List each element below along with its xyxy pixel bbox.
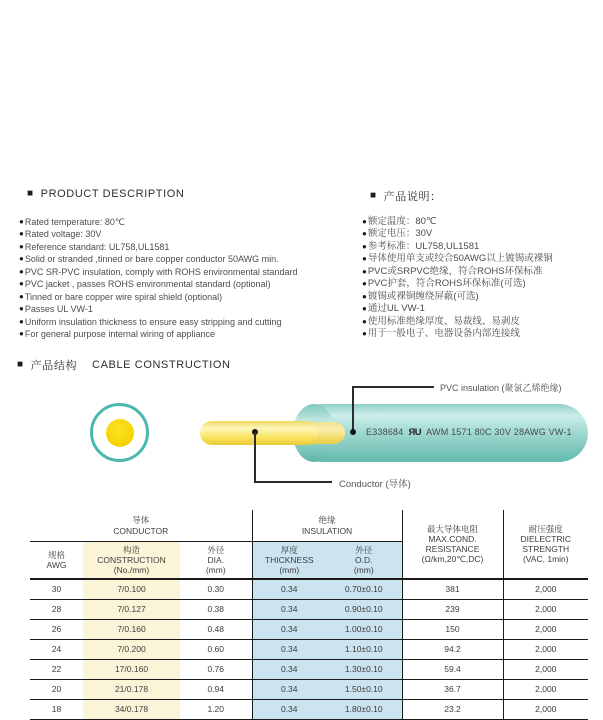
list-item — [362, 228, 553, 240]
header-line: STRENGTH — [522, 544, 570, 554]
dielectric-strength-header — [503, 510, 588, 579]
header-line: DIELECTRIC — [520, 533, 572, 544]
list-item-text: Rated temperature: 80℃ — [24, 217, 126, 227]
max-resistance-header — [402, 510, 503, 579]
marking-rating-text: AWM 1571 80C 30V 28AWG VW-1 — [426, 427, 572, 437]
bullet-icon: ● — [19, 304, 24, 314]
table-row — [30, 579, 588, 600]
bullet-icon: ● — [362, 291, 367, 301]
list-item-text: PVC SR-PVC insulation, comply with ROHS environmental standard — [24, 266, 298, 277]
cell-resistance: 381 — [402, 579, 503, 600]
list-item-text: Passes UL VW-1 — [24, 304, 93, 315]
cell-resistance: 36.7 — [402, 680, 503, 700]
cell-awg: 20 — [30, 680, 83, 700]
list-item — [19, 278, 297, 290]
conductor-rod — [200, 421, 318, 445]
list-item-text: For general purpose internal wiring of appliance — [24, 329, 215, 340]
cell-od: 0.70±0.10 — [326, 579, 402, 600]
cell-od: 1.10±0.10 — [326, 640, 402, 660]
cell-awg: 30 — [30, 579, 83, 600]
list-item — [362, 266, 553, 278]
cell-thickness: 0.34 — [252, 600, 326, 620]
list-item-text: PVC或SRPVC绝缘，符合ROHS环保标准 — [367, 265, 543, 277]
cell-thickness: 0.34 — [252, 620, 326, 640]
list-item — [362, 253, 553, 265]
cell-construction: 17/0.160 — [83, 660, 180, 680]
cable-marking — [366, 427, 582, 438]
cell-od: 0.90±0.10 — [326, 600, 402, 620]
cell-od: 1.00±0.10 — [326, 620, 402, 640]
pvc-callout-vline — [352, 386, 354, 431]
product-notes-list — [362, 216, 553, 341]
list-item — [362, 303, 553, 315]
list-item-text: Uniform insulation thickness to ensure easy stripping and cutting — [24, 316, 282, 327]
list-item-text: 额定电压：30V — [367, 228, 433, 240]
table-row — [30, 680, 588, 700]
cable-construction-heading — [17, 357, 231, 373]
list-item-text: 额定温度：80℃ — [367, 216, 437, 227]
cell-dielectric: 2,000 — [503, 660, 588, 680]
insulation-group-header — [252, 510, 402, 542]
cell-dia: 0.60 — [180, 640, 252, 660]
header-line: 厚度 — [280, 544, 298, 555]
cell-resistance: 239 — [402, 600, 503, 620]
bullet-icon: ● — [362, 229, 367, 239]
thickness-header — [252, 542, 326, 580]
insulation-group-en: INSULATION — [301, 525, 353, 536]
list-item-text: 使用标准绝缘厚度、易裁线、易剥皮 — [367, 315, 520, 327]
list-item-text: Solid or stranded ,tinned or bare copper conductor 50AWG min. — [24, 254, 279, 265]
cell-dia: 0.30 — [180, 579, 252, 600]
table-row — [30, 600, 588, 620]
table-row — [30, 640, 588, 660]
marking-ul-file-number: E338684 — [366, 427, 404, 437]
product-description-list — [19, 216, 297, 341]
cell-awg: 26 — [30, 620, 83, 640]
list-item — [19, 241, 297, 253]
bullet-icon: ● — [19, 291, 24, 301]
construction-title-en: CABLE CONSTRUCTION — [92, 359, 231, 371]
section-square-icon: ■ — [17, 359, 24, 370]
od-header — [326, 542, 402, 580]
cell-dielectric: 2,000 — [503, 640, 588, 660]
bullet-icon: ● — [19, 279, 24, 289]
header-line: 外径 — [355, 544, 373, 555]
list-item — [362, 241, 553, 253]
cell-dia: 0.76 — [180, 660, 252, 680]
header-line: CONSTRUCTION — [97, 554, 166, 565]
bullet-icon: ● — [362, 254, 367, 264]
cell-dielectric: 2,000 — [503, 579, 588, 600]
bullet-icon: ● — [19, 329, 24, 339]
header-line: (VAC, 1min) — [522, 554, 569, 565]
list-item-text: 参考标准：UL758,UL1581 — [367, 240, 480, 252]
pvc-callout-dot — [350, 429, 356, 435]
list-item — [19, 291, 297, 303]
insulation-group-zh: 绝缘 — [318, 515, 336, 526]
cell-resistance: 94.2 — [402, 640, 503, 660]
list-item — [362, 291, 553, 303]
spec-table — [30, 510, 588, 720]
header-line: 耐压强度 — [528, 523, 563, 534]
list-item — [362, 216, 553, 228]
cell-awg: 28 — [30, 600, 83, 620]
header-line: (mm) — [205, 565, 226, 575]
conductor-callout-vline — [254, 432, 256, 482]
list-item — [19, 228, 297, 240]
list-item — [19, 316, 297, 328]
list-item-text: Reference standard: UL758,UL1581 — [24, 241, 170, 252]
list-item — [19, 216, 297, 228]
list-item — [19, 253, 297, 265]
cell-dielectric: 2,000 — [503, 700, 588, 720]
bullet-icon: ● — [19, 229, 24, 239]
list-item — [19, 328, 297, 340]
list-item-text: 镀锡或裸铜缠绕屏蔽(可选) — [367, 290, 479, 302]
bullet-icon: ● — [19, 254, 24, 264]
bullet-icon: ● — [362, 266, 367, 276]
list-item-text: 通过UL VW-1 — [367, 303, 425, 315]
cable-cross-section — [90, 403, 149, 462]
cell-resistance: 59.4 — [402, 660, 503, 680]
section-square-icon: ■ — [370, 190, 377, 201]
bullet-icon: ● — [362, 304, 367, 314]
cell-dia: 0.94 — [180, 680, 252, 700]
list-item — [19, 266, 297, 278]
table-row — [30, 700, 588, 720]
cell-construction: 34/0.178 — [83, 700, 180, 720]
cell-dia: 1.20 — [180, 700, 252, 720]
cell-od: 1.80±0.10 — [326, 700, 402, 720]
cell-awg: 18 — [30, 700, 83, 720]
pvc-insulation-label: PVC insulation (聚氯乙烯绝缘) — [440, 383, 562, 393]
construction-header — [83, 542, 180, 580]
cell-dielectric: 2,000 — [503, 600, 588, 620]
header-line: AWG — [46, 560, 67, 570]
cell-thickness: 0.34 — [252, 579, 326, 600]
header-line: THICKNESS — [264, 554, 314, 565]
header-line: 规格 — [47, 549, 65, 560]
conductor-group-zh: 导体 — [132, 515, 150, 526]
conductor-core-icon — [106, 419, 134, 447]
cell-construction: 7/0.160 — [83, 620, 180, 640]
header-line: O.D. — [355, 554, 373, 565]
table-row — [30, 620, 588, 640]
cell-resistance: 23.2 — [402, 700, 503, 720]
list-item — [362, 316, 553, 328]
cell-awg: 22 — [30, 660, 83, 680]
header-line: MAX.COND. — [428, 533, 477, 544]
bullet-icon: ● — [19, 266, 24, 276]
bullet-icon: ● — [362, 241, 367, 251]
header-line: (mm) — [353, 565, 374, 575]
header-line: 构造 — [122, 544, 140, 555]
awg-header — [30, 542, 83, 580]
cell-thickness: 0.34 — [252, 640, 326, 660]
section-square-icon: ■ — [27, 188, 34, 199]
list-item-text: Tinned or bare copper wire spiral shield (optional) — [24, 291, 223, 302]
cell-construction: 7/0.200 — [83, 640, 180, 660]
header-line: DIA. — [207, 554, 225, 565]
cell-awg: 24 — [30, 640, 83, 660]
cell-od: 1.50±0.10 — [326, 680, 402, 700]
cell-dia: 0.48 — [180, 620, 252, 640]
cell-construction: 21/0.178 — [83, 680, 180, 700]
product-description-heading — [27, 188, 184, 200]
list-item-text: PVC jacket , passes ROHS environmental standard (optional) — [24, 279, 271, 290]
pvc-callout-hline — [352, 386, 434, 388]
bullet-icon: ● — [362, 217, 367, 226]
conductor-group-header — [30, 510, 252, 542]
bullet-icon: ● — [19, 241, 24, 251]
list-item — [19, 303, 297, 315]
list-item — [362, 328, 553, 340]
cell-construction: 7/0.127 — [83, 600, 180, 620]
cell-thickness: 0.34 — [252, 700, 326, 720]
header-line: 外径 — [207, 544, 225, 555]
product-notes-title: 产品说明： — [383, 191, 442, 203]
table-group-header-row — [30, 510, 588, 542]
header-line: (Ω/km,20℃,DC) — [421, 554, 484, 565]
construction-title-zh: 产品结构 — [30, 360, 78, 372]
product-description-title: PRODUCT DESCRIPTION — [40, 188, 185, 200]
ul-recognized-icon: ЯU — [408, 427, 422, 438]
conductor-label: Conductor (导体) — [339, 479, 411, 490]
conductor-callout-hline — [254, 481, 332, 483]
bullet-icon: ● — [362, 329, 367, 339]
header-line: (mm) — [279, 565, 300, 575]
product-notes-heading — [370, 188, 442, 204]
bullet-icon: ● — [362, 316, 367, 326]
cell-resistance: 150 — [402, 620, 503, 640]
list-item — [362, 278, 553, 290]
cell-construction: 7/0.100 — [83, 579, 180, 600]
list-item-text: 用于一般电子、电器设备内部连接线 — [367, 328, 520, 340]
conductor-group-en: CONDUCTOR — [113, 525, 169, 536]
list-item-text: 导体使用单支或绞合50AWG以上镀锡或裸铜 — [367, 253, 553, 265]
table-row — [30, 660, 588, 680]
header-line: 最大导体电阻 — [427, 523, 479, 534]
cell-od: 1.30±0.10 — [326, 660, 402, 680]
bullet-icon: ● — [19, 217, 24, 226]
list-item-text: Rated voltage: 30V — [24, 229, 102, 240]
cell-dielectric: 2,000 — [503, 680, 588, 700]
bullet-icon: ● — [362, 279, 367, 289]
list-item-text: PVC护套，符合ROHS环保标准(可选) — [367, 278, 526, 290]
cell-dielectric: 2,000 — [503, 620, 588, 640]
cell-thickness: 0.34 — [252, 680, 326, 700]
header-line: RESISTANCE — [425, 544, 480, 554]
header-line: (No./mm) — [113, 565, 150, 575]
dia-header — [180, 542, 252, 580]
bullet-icon: ● — [19, 316, 24, 326]
cell-dia: 0.38 — [180, 600, 252, 620]
cell-thickness: 0.34 — [252, 660, 326, 680]
